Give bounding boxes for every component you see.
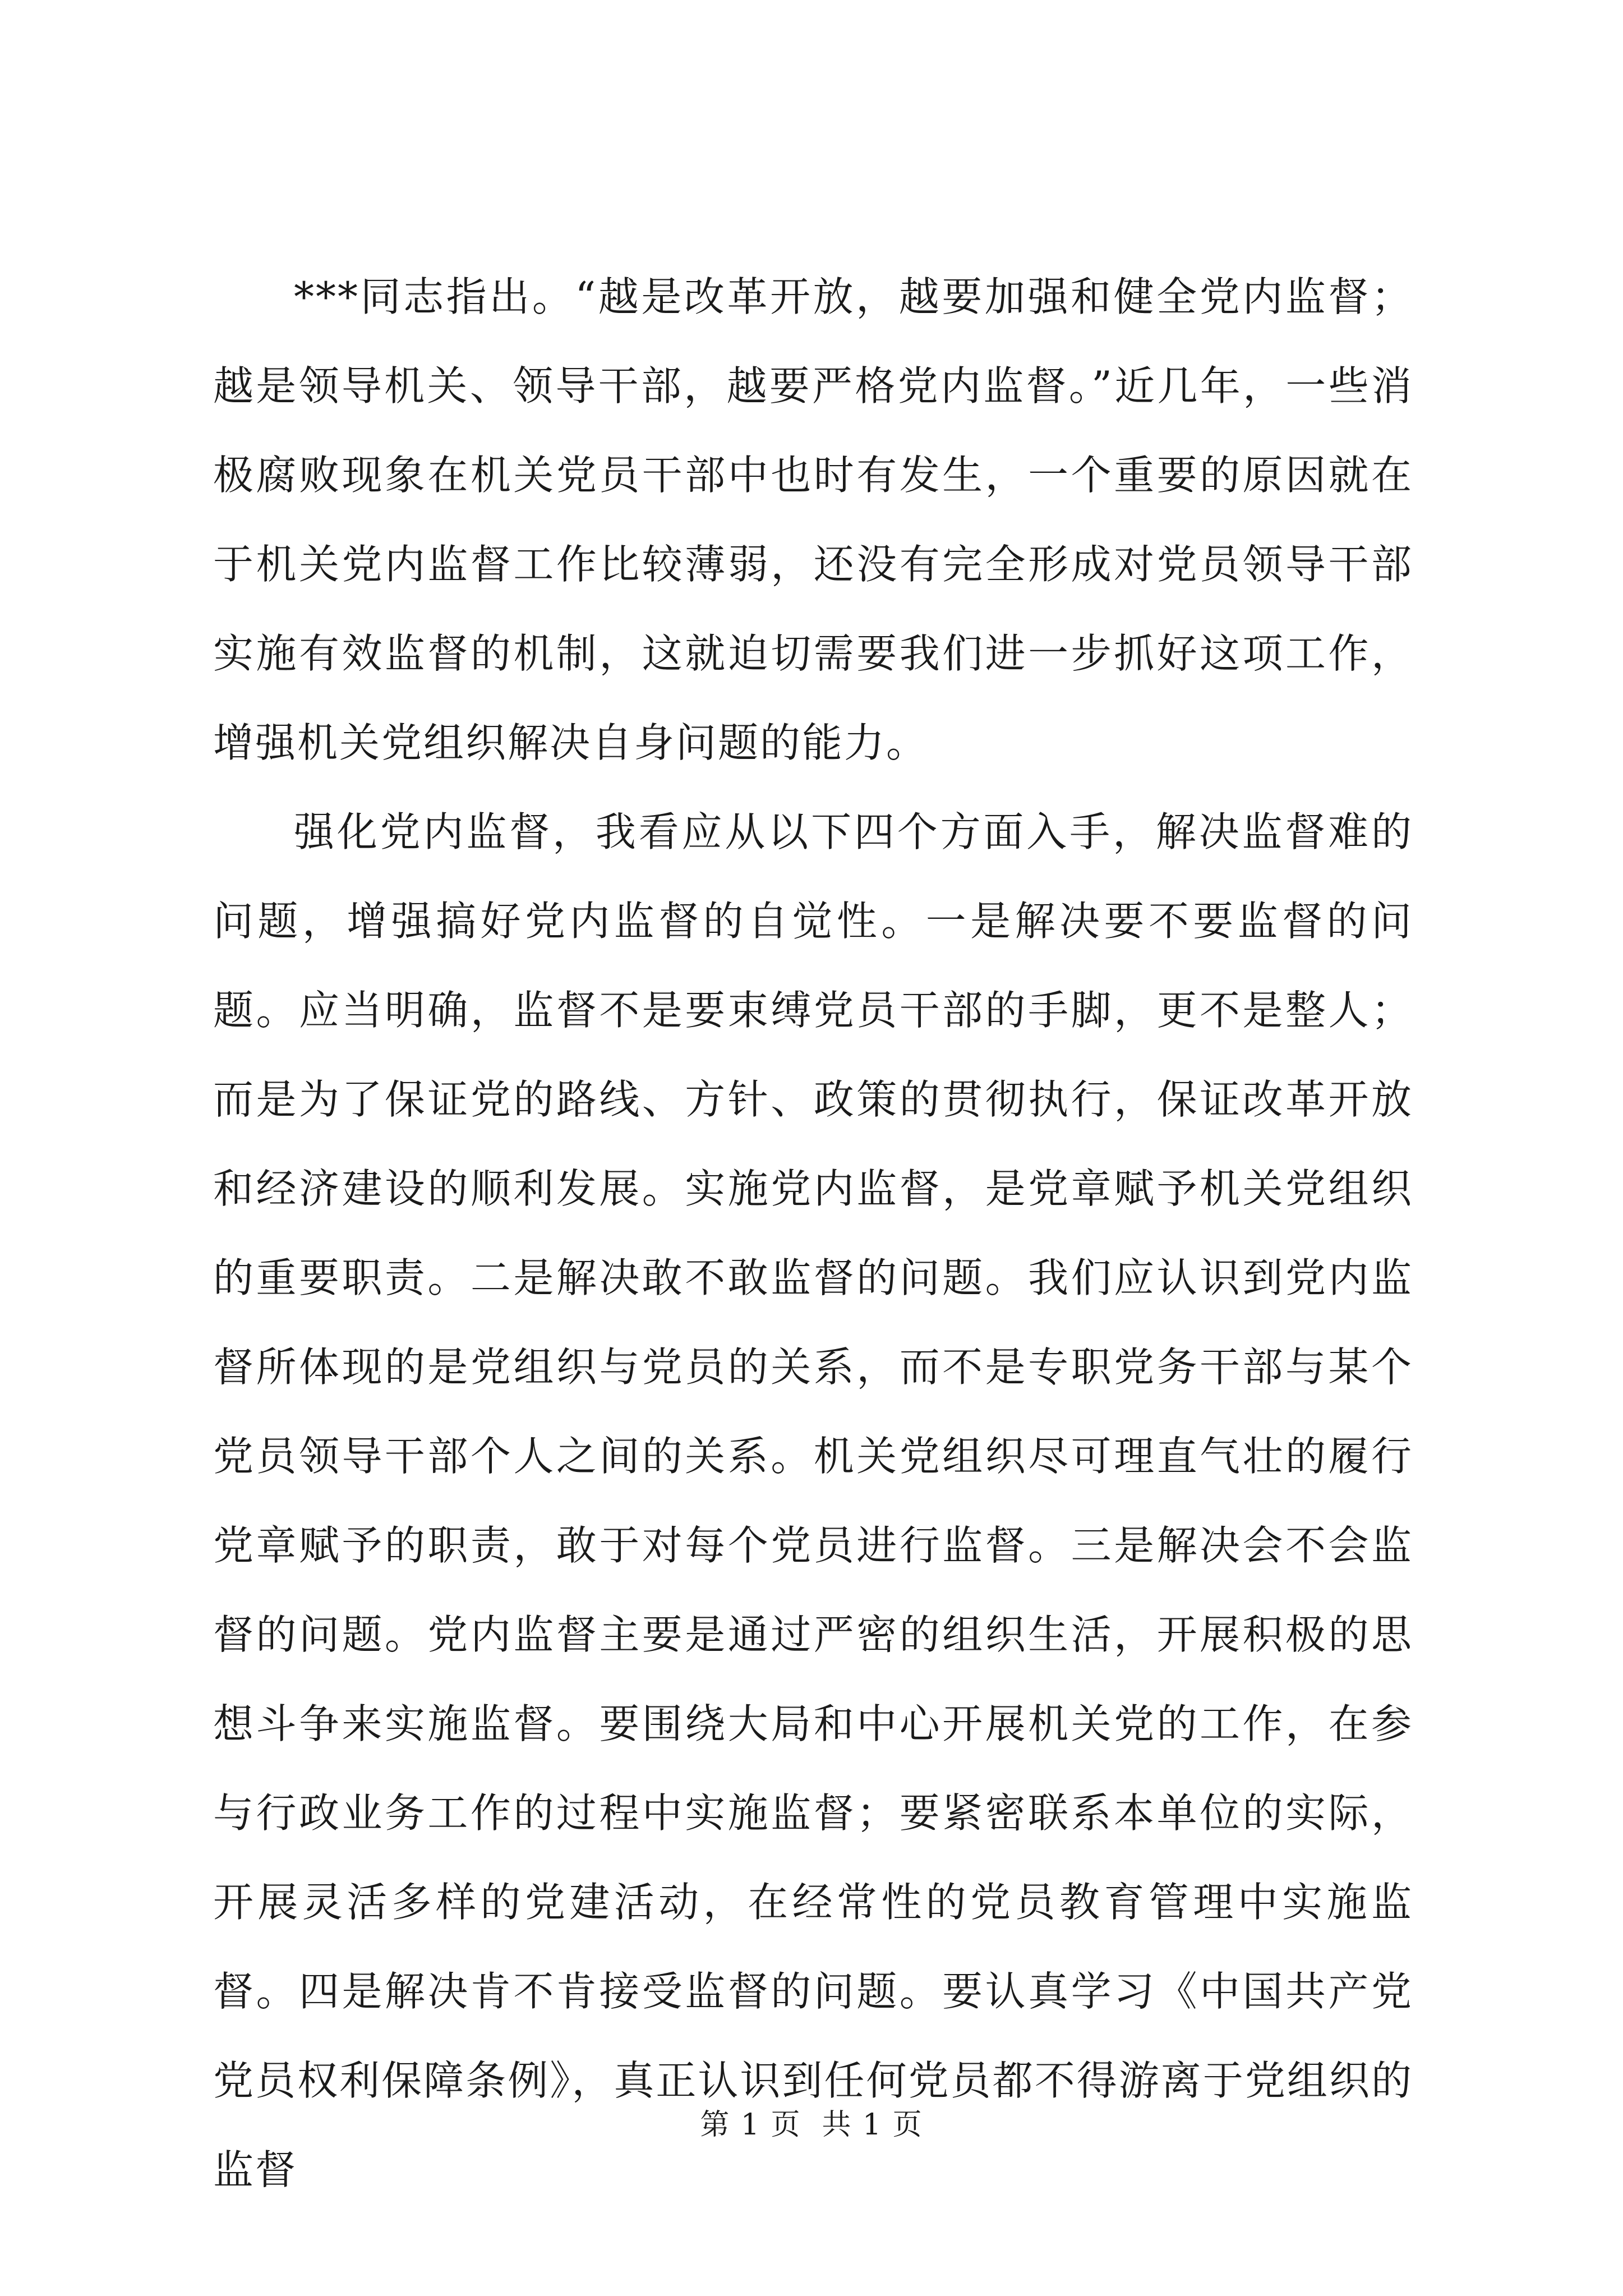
page-footer bbox=[0, 2101, 1623, 2143]
document-body bbox=[213, 252, 1413, 2215]
paragraph-2: 强化党内监督，我看应从以下四个方面入手，解决监督难的问题，增强搞好党内监督的自觉性。一是解决要不要监督的问题。应当明确，监督不是要束缚党员干部的手脚，更不是整人；而是为了保证党的路线、方针、政策的贯彻执行，保证改革开放和经济建设的顺利发展。实施党内监督，是党章赋予机关党组织的重要职责。二是解决敢不敢监督的问题。我们应认识到党内监督所体现的是党组织与党员的关系，而不是专职党务干部与某个党员领导干部个人之间的关系。机关党组织尽可理直气壮的履行党章赋予的职责，敢于对每个党员进行监督。三是解决会不会监督的问题。党内监督主要是通过严密的组织生活，开展积极的思想斗争来实施监督。要围绕大局和中心开展机关党的工作，在参与行政业务工作的过程中实施监督；要紧密联系本单位的实际，开展灵活多样的党建活动，在经常性的党员教育管理中实施监督。四是解决肯不肯接受监督的问题。要认真学习《中国共产党党员权利保障条例》，真正认识到任何党员都不得游离于党组织的监督 bbox=[213, 808, 1413, 2193]
page-number-label: 第 1 页 共 1 页 bbox=[700, 2108, 923, 2142]
paragraph-1: ***同志指出。“越是改革开放，越要加强和健全党内监督；越是领导机关、领导干部，越要严格党内监督。”近几年，一些消极腐败现象在机关党员干部中也时有发生，一个重要的原因就在于机关党内监督工作比较薄弱，还没有完全形成对党员领导干部实施有效监督的机制，这就迫切需要我们进一步抓好这项工作，增强机关党组织解决自身问题的能力。 bbox=[213, 273, 1413, 766]
